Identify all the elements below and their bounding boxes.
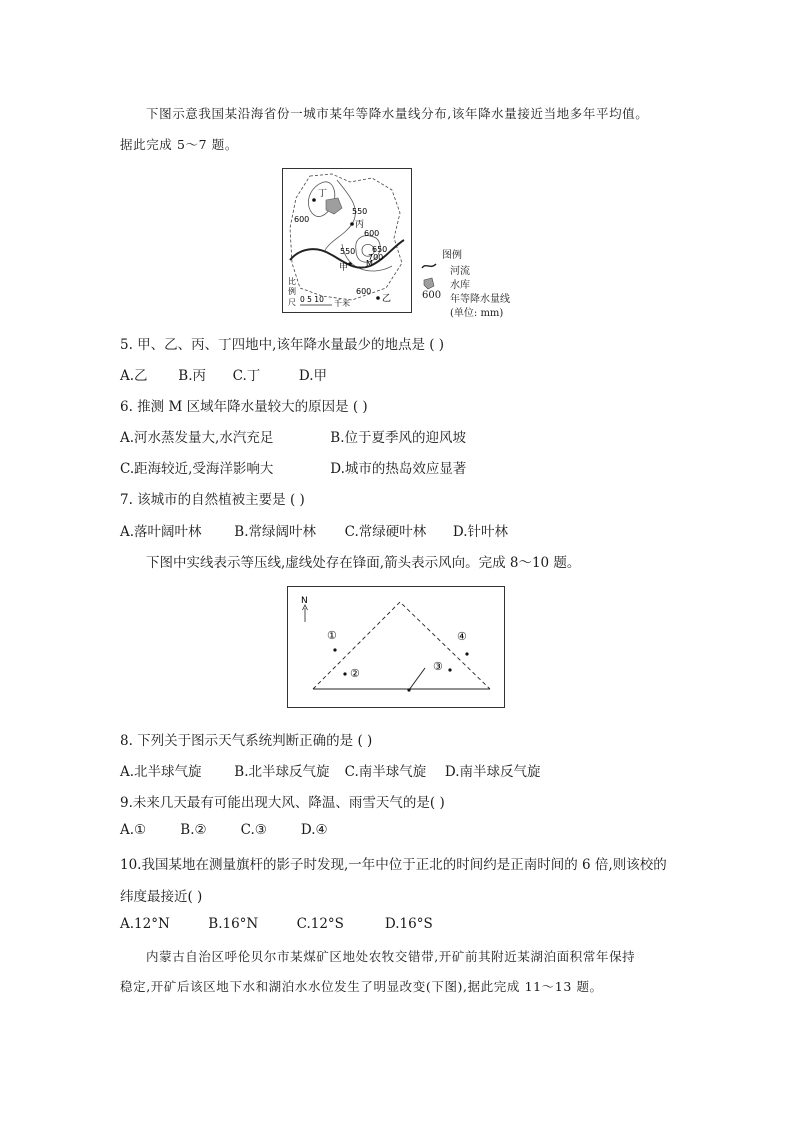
q7-options [120, 520, 508, 540]
label-m: M [366, 259, 373, 268]
iso-600-a: 600 [294, 215, 310, 224]
q6-option-d: D.城市的热岛效应显著 [330, 461, 467, 477]
legend-reservoir: 水库 [450, 280, 470, 291]
intro-3-line-2: 稳定,开矿后该区地下水和湖泊水水位发生了明显改变(下图),据此完成 11～13 题。 [120, 979, 603, 994]
intro-1-line-2: 据此完成 5～7 题。 [120, 137, 238, 152]
scale-label-1: 比 [288, 277, 296, 286]
q5-options [120, 364, 327, 384]
iso-550-a: 550 [352, 207, 368, 216]
point-3-label: ③ [433, 660, 443, 673]
q5-option-b: B.丙 [178, 368, 207, 384]
legend-river: 河流 [450, 266, 470, 277]
q5-option-c: C.丁 [232, 368, 261, 384]
q9-stem: 9.未来几天最有可能出现大风、降温、雨雪天气的是( ) [120, 795, 445, 811]
q6-options-row-1 [120, 426, 466, 446]
q6-stem: 6. 推测 M 区域年降水量较大的原因是 ( ) [120, 399, 368, 415]
q9-options [120, 822, 328, 838]
q7-option-d: D.针叶林 [452, 524, 509, 540]
q10-option-a: A.12°N [120, 916, 170, 932]
q7-option-b: B.常绿阔叶林 [234, 524, 317, 540]
q8-options [120, 760, 541, 780]
scale-ticks: 0 5 10 [300, 295, 324, 304]
intro-3-line-1: 内蒙古自治区呼伦贝尔市某煤矿区地处农牧交错带,开矿前其附近某湖泊面积常年保持 [146, 949, 636, 964]
q6-option-b: B.位于夏季风的迎风坡 [330, 430, 467, 446]
q9-option-a: A.① [120, 822, 147, 838]
iso-600-c: 600 [356, 287, 372, 296]
q5-option-d: D.甲 [298, 368, 328, 384]
q6-option-a: A.河水蒸发量大,水汽充足 [120, 430, 274, 446]
scale-label-3: 尺 [288, 298, 296, 307]
q9-option-b: B.② [180, 822, 207, 838]
q8-option-c: C.南半球气旋 [344, 764, 427, 780]
q8-option-d: D.南半球反气旋 [444, 764, 541, 780]
intro-1-line-1: 下图示意我国某沿海省份一城市某年等降水量线分布,该年降水量接近当地多年平均值。 [146, 106, 649, 121]
q7-stem: 7. 该城市的自然植被主要是 ( ) [120, 492, 305, 508]
legend-isoline: 年等降水量线 [450, 294, 510, 305]
iso-600-b: 600 [364, 229, 380, 238]
q10-options [120, 916, 433, 932]
iso-700: 700 [368, 253, 384, 262]
point-4-label: ④ [457, 630, 467, 643]
q8-option-a: A.北半球气旋 [120, 764, 202, 780]
iso-650: 650 [372, 245, 388, 254]
legend-isoline-value: 600 [422, 290, 442, 301]
precipitation-map [282, 168, 412, 313]
q10-option-d: D.16°S [384, 916, 433, 932]
q9-option-d: D.④ [300, 822, 328, 838]
q6-option-c: C.距海较近,受海洋影响大 [120, 461, 274, 477]
point-1-label: ① [327, 629, 337, 642]
q10-stem-line-1: 10.我国某地在测量旗杆的影子时发现,一年中位于正北的时间约是正南时间的 6 倍,则该校的 [120, 857, 667, 873]
q5-option-a: A.乙 [120, 368, 148, 384]
q8-stem: 8. 下列关于图示天气系统判断正确的是 ( ) [120, 733, 373, 749]
label-jia: 甲 [339, 263, 349, 273]
q6-options-row-2 [120, 457, 466, 477]
label-bing: 丙 [355, 220, 365, 230]
q8-option-b: B.北半球反气旋 [234, 764, 330, 780]
q9-option-c: C.③ [240, 822, 267, 838]
scale-unit: 千米 [334, 299, 350, 308]
q10-stem-line-2: 纬度最接近( ) [120, 889, 203, 905]
legend-title: 图例 [442, 250, 462, 261]
north-label: N [301, 596, 308, 606]
q5-stem: 5. 甲、乙、丙、丁四地中,该年降水量最少的地点是 ( ) [120, 337, 445, 353]
q7-option-a: A.落叶阔叶林 [120, 524, 202, 540]
label-yi: 乙 [382, 294, 392, 304]
front-figure [287, 586, 505, 708]
q10-option-b: B.16°N [208, 916, 259, 932]
q7-option-c: C.常绿硬叶林 [344, 524, 427, 540]
legend-unit: (单位: mm) [450, 308, 504, 319]
map-legend [420, 244, 530, 319]
scale-label-2: 例 [288, 287, 296, 296]
label-ding: 丁 [318, 189, 328, 199]
q10-option-c: C.12°S [296, 916, 344, 932]
point-2-label: ② [350, 667, 360, 680]
iso-550-b: 550 [340, 247, 356, 256]
intro-2: 下图中实线表示等压线,虚线处存在锋面,箭头表示风向。完成 8～10 题。 [146, 555, 581, 571]
